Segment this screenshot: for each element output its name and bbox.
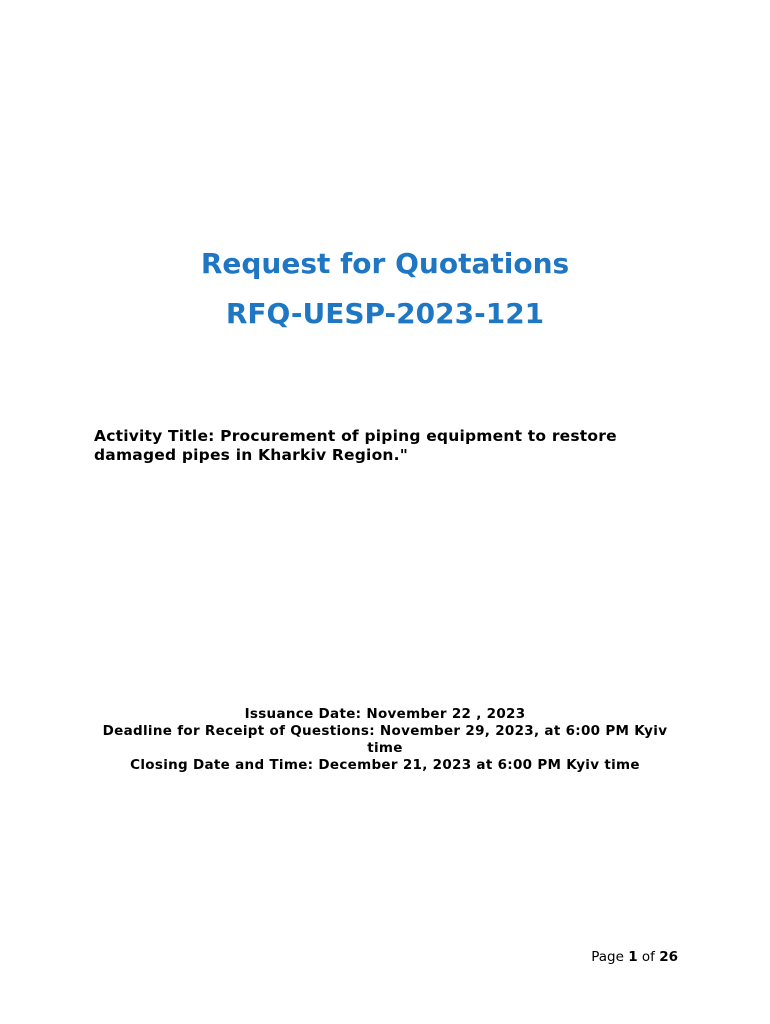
page-current: 1 bbox=[628, 949, 638, 965]
rfq-number: RFQ-UESP-2023-121 bbox=[225, 297, 545, 330]
key-dates bbox=[90, 706, 680, 774]
document-title: Request for Quotations bbox=[200, 247, 570, 280]
activity-title: Activity Title: Procurement of piping equipment to restore damaged pipes in Kharkiv Region." bbox=[94, 427, 617, 464]
page-number bbox=[591, 949, 678, 966]
page-prefix: Page bbox=[591, 949, 629, 965]
page-total: 26 bbox=[659, 949, 678, 965]
closing-date: Closing Date and Time: December 21, 2023 at 6:00 PM Kyiv time bbox=[130, 757, 640, 773]
questions-deadline: Deadline for Receipt of Questions: November 29, 2023, at 6:00 PM Kyiv time bbox=[102, 723, 668, 756]
page-of: of bbox=[637, 949, 660, 965]
issuance-date: Issuance Date: November 22 , 2023 bbox=[244, 706, 526, 722]
